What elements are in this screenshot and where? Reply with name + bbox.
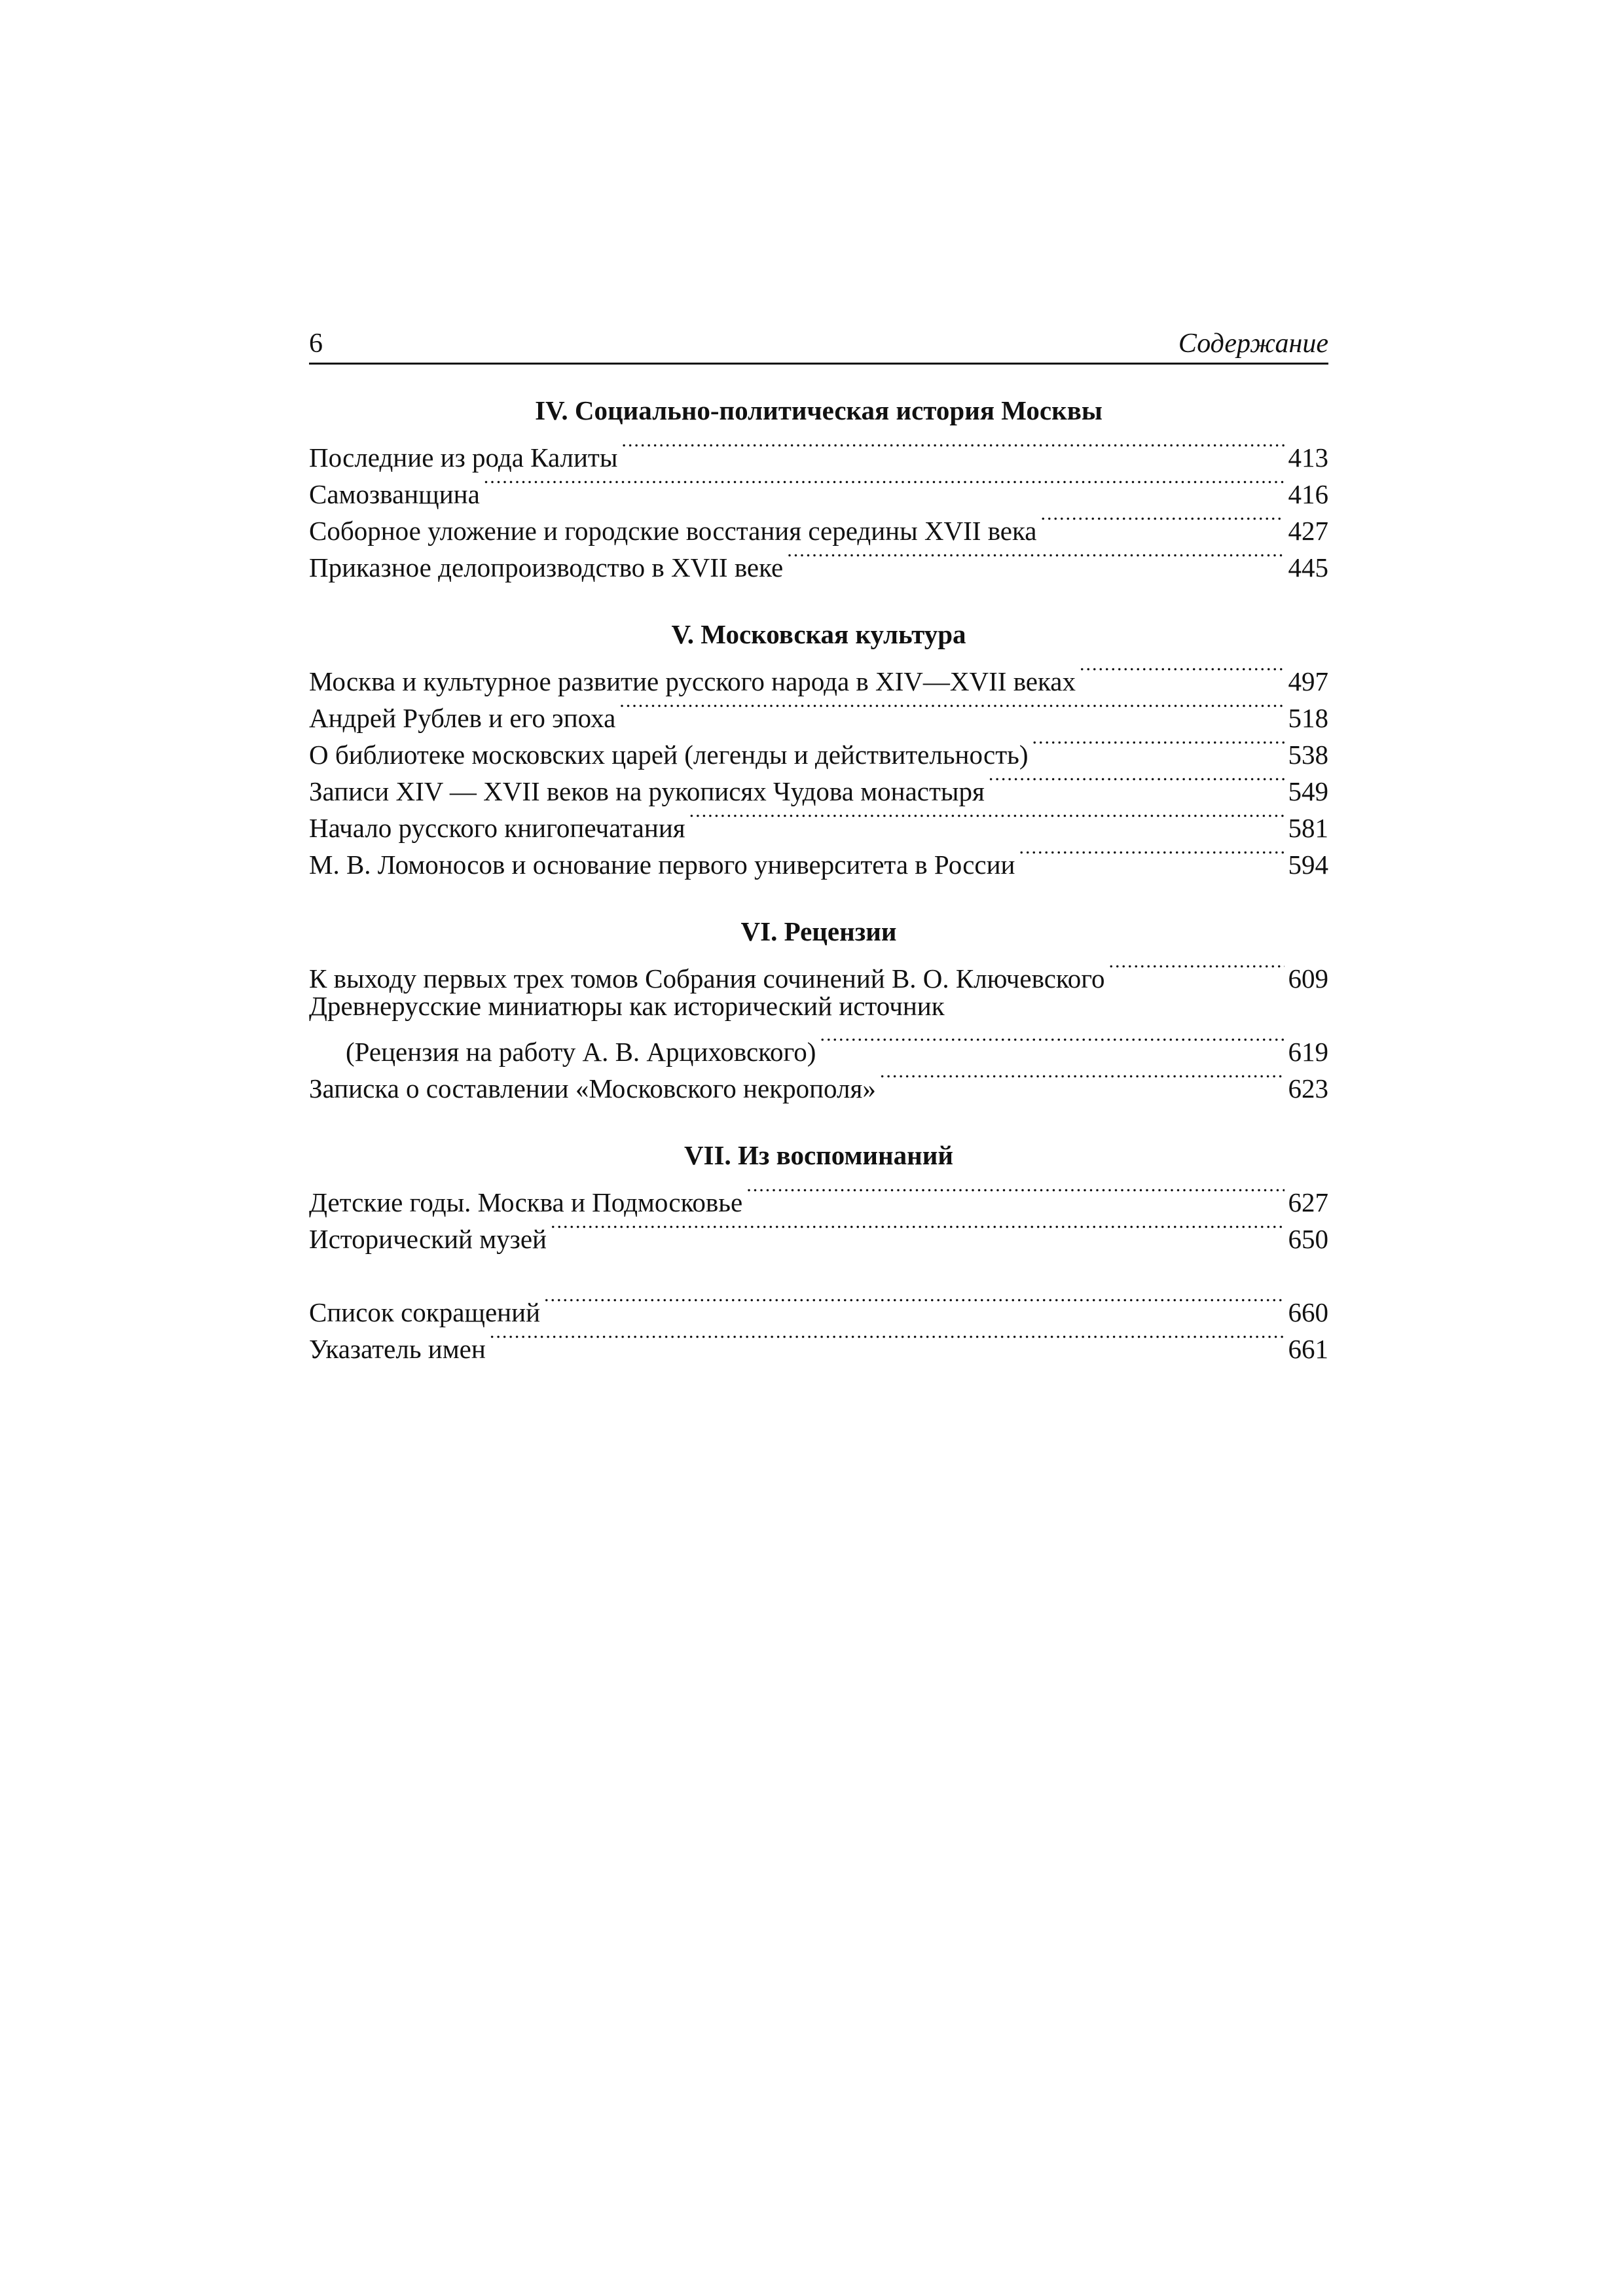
dot-leader [1041, 503, 1285, 540]
entry-title: Соборное уложение и городские восстания середины XVII века [309, 516, 1037, 546]
dot-leader [544, 1285, 1284, 1321]
entry-page: 650 [1288, 1224, 1328, 1254]
dot-leader [820, 1024, 1284, 1061]
toc-section-iv [309, 393, 1328, 583]
entry-page: 623 [1288, 1073, 1328, 1103]
entry-title: Андрей Рублев и его эпоха [309, 703, 616, 733]
toc-appendix [309, 1285, 1328, 1364]
toc-entry[interactable] [309, 654, 1328, 696]
entry-page: 627 [1288, 1187, 1328, 1217]
dot-leader [1019, 837, 1285, 874]
entry-page: 445 [1288, 552, 1328, 583]
entry-page: 538 [1288, 740, 1328, 770]
entry-title: О библиотеке московских царей (легенды и действительность) [309, 740, 1029, 770]
entry-title: Последние из рода Калиты [309, 442, 618, 473]
toc-entry-first-line[interactable] [309, 988, 1328, 1024]
entry-page: 619 [1288, 1037, 1328, 1067]
dot-leader [551, 1211, 1285, 1248]
table-of-contents [309, 393, 1328, 1364]
entry-page: 427 [1288, 516, 1328, 546]
toc-section-v [309, 617, 1328, 880]
dot-leader [989, 764, 1285, 800]
dot-leader [621, 430, 1284, 467]
book-page [309, 321, 1328, 1399]
entry-title: М. В. Ломоносов и основание первого университета в России [309, 850, 1015, 880]
entry-page: 497 [1288, 666, 1328, 696]
toc-entry[interactable] [309, 951, 1328, 994]
toc-entry[interactable] [309, 1175, 1328, 1217]
dot-leader [689, 800, 1285, 837]
entry-title: Москва и культурное развитие русского народа в XIV—XVII веках [309, 666, 1076, 696]
toc-section-vii [309, 1138, 1328, 1254]
entry-page: 518 [1288, 703, 1328, 733]
section-heading: VI. Рецензии [740, 916, 897, 946]
dot-leader [484, 467, 1285, 503]
entry-title: (Рецензия на работу А. В. Арциховского) [346, 1037, 816, 1067]
page-number: 6 [309, 329, 323, 359]
entry-page: 609 [1288, 963, 1328, 994]
running-head [309, 321, 1328, 365]
section-heading: VII. Из воспоминаний [684, 1140, 954, 1170]
dot-leader [1080, 654, 1284, 691]
entry-title: Приказное делопроизводство в XVII веке [309, 552, 784, 583]
dot-leader [619, 691, 1284, 727]
dot-leader [1032, 727, 1284, 764]
dot-leader [1109, 951, 1285, 988]
entry-page: 594 [1288, 850, 1328, 880]
toc-entry[interactable] [309, 430, 1328, 473]
dot-leader [746, 1175, 1284, 1211]
entry-title: К выходу первых трех томов Собрания сочинений В. О. Ключевского [309, 963, 1105, 994]
entry-title: Список сокращений [309, 1297, 541, 1327]
entry-page: 416 [1288, 479, 1328, 509]
entry-title: Детские годы. Москва и Подмосковье [309, 1187, 743, 1217]
entry-title: Записи XIV — XVII веков на рукописях Чудова монастыря [309, 776, 985, 806]
entry-title: Самозванщина [309, 479, 480, 509]
dot-leader [787, 540, 1284, 577]
entry-title: Древнерусские миниатюры как исторический источник [309, 991, 945, 1021]
entry-title: Указатель имен [309, 1334, 486, 1364]
toc-entry[interactable] [309, 1285, 1328, 1327]
entry-title: Исторический музей [309, 1224, 547, 1254]
entry-page: 549 [1288, 776, 1328, 806]
section-heading: IV. Социально-политическая история Москвы [535, 395, 1103, 425]
entry-title: Записка о составлении «Московского некрополя» [309, 1073, 876, 1103]
entry-page: 581 [1288, 813, 1328, 843]
toc-entry-continuation[interactable] [309, 1024, 1328, 1067]
entry-title: Начало русского книгопечатания [309, 813, 685, 843]
running-title: Содержание [1178, 329, 1328, 359]
entry-page: 413 [1288, 442, 1328, 473]
section-heading: V. Московская культура [671, 619, 966, 649]
dot-leader [490, 1321, 1285, 1358]
toc-section-vi [309, 914, 1328, 1103]
entry-page: 660 [1288, 1297, 1328, 1327]
dot-leader [880, 1061, 1285, 1098]
entry-page: 661 [1288, 1334, 1328, 1364]
